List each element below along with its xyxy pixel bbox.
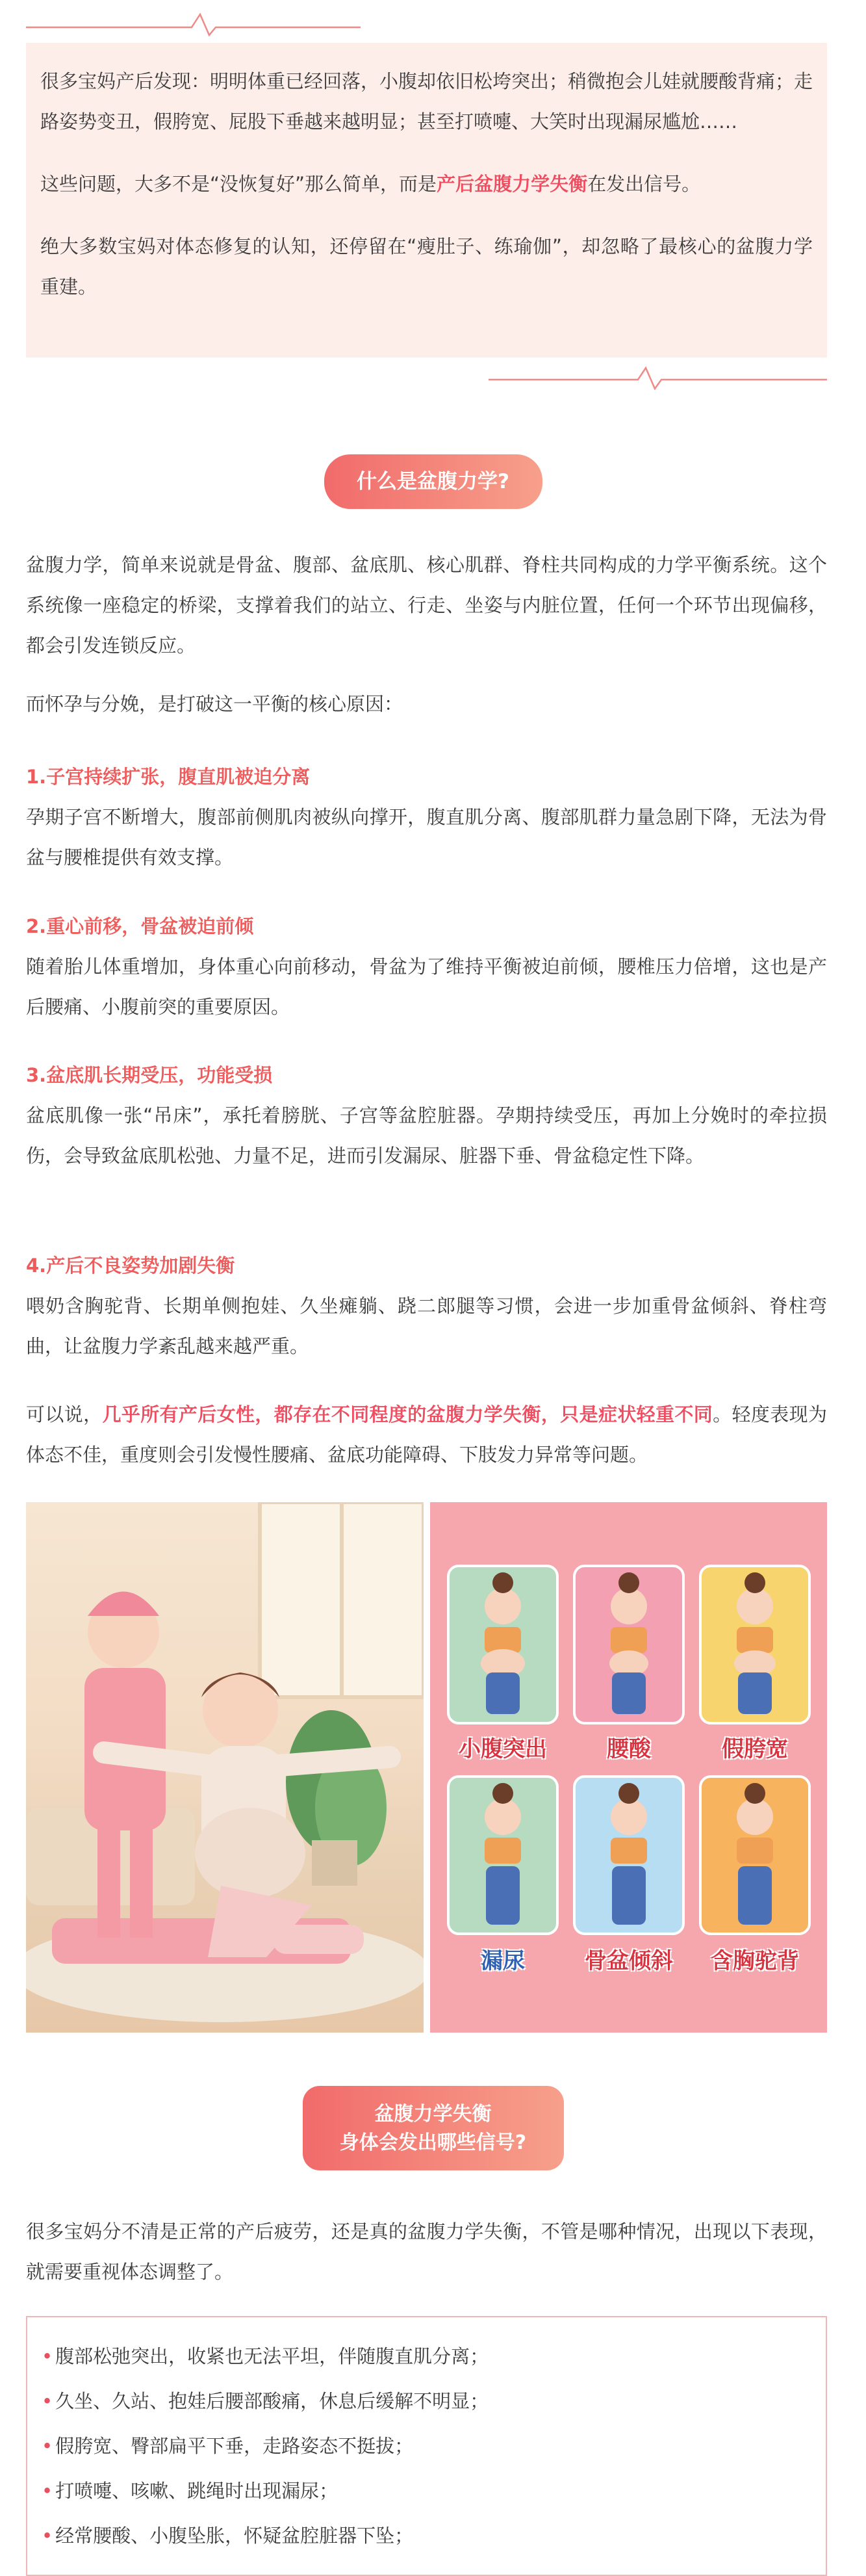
signals-intro: 很多宝妈分不清是正常的产后疲劳，还是真的盆腹力学失衡，不管是哪种情况，出现以下表现，就需要重视体态调整了。: [26, 2220, 827, 2283]
list-item: [42, 2334, 811, 2379]
list-item-text: 久坐、久站、抱娃后腰部酸痛，休息后缓解不明显；: [55, 2390, 489, 2412]
bullet-icon: •: [42, 2525, 53, 2547]
symptom-label: 腰酸: [607, 1736, 651, 1762]
cause-title: 4.产后不良姿势加剧失衡: [26, 1255, 235, 1277]
signals-list: [26, 2316, 827, 2576]
signals-intro-block: [26, 2211, 827, 2292]
intro-paragraph-3: 绝大多数宝妈对体态修复的认知，还停留在“瘦肚子、练瑜伽”，却忽略了最核心的盆腹力学重建。: [40, 235, 813, 298]
section-title-line-1: 盆腹力学失衡: [374, 2103, 492, 2126]
cause-text: 随着胎儿体重增加，身体重心向前移动，骨盆为了维持平衡被迫前倾，腰椎压力倍增，这也是产后腰痛、小腹前突的重要原因。: [26, 956, 827, 1018]
summary-text-end: 。轻度表现为体态不佳，重度则会引发慢性腰痛、盆底功能障碍、下肢发力异常等问题。: [26, 1403, 827, 1466]
bullet-icon: •: [42, 2435, 53, 2457]
cause-text: 盆底肌像一张“吊床”，承托着膀胱、子宫等盆腔脏器。孕期持续受压，再加上分娩时的牵拉损伤，会导致盆底肌松弛、力量不足，进而引发漏尿、脏器下垂、骨盆稳定性下降。: [26, 1104, 827, 1167]
intro-highlight: 产后盆腹力学失衡: [437, 173, 588, 195]
symptom-label: 含胸驼背: [711, 1948, 799, 1974]
postpartum-therapy-illustration: [26, 1502, 424, 2033]
symptom-label: 假胯宽: [722, 1736, 788, 1762]
summary-paragraph: [26, 1394, 827, 1475]
bullet-icon: •: [42, 2390, 53, 2412]
list-item: [42, 2424, 811, 2469]
list-item-text: 假胯宽、臀部扁平下垂，走路姿态不挺拔；: [55, 2435, 414, 2457]
symptom-label: 骨盆倾斜: [585, 1948, 673, 1974]
symptom-label: 漏尿: [481, 1948, 525, 1974]
list-item-text: 腹部松弛突出，收紧也无法平坦，伴随腹直肌分离；: [55, 2345, 489, 2367]
cause-intro: 而怀孕与分娩，是打破这一平衡的核心原因：: [26, 693, 403, 715]
top-divider-line: [26, 10, 364, 36]
list-item: [42, 2514, 811, 2558]
cause-title: 3.盆底肌长期受压，功能受损: [26, 1064, 273, 1086]
cause-text: 喂奶含胸驼背、长期单侧抱娃、久坐瘫躺、跷二郎腿等习惯，会进一步加重骨盆倾斜、脊柱弯曲，让盆腹力学紊乱越来越严重。: [26, 1295, 827, 1357]
cause-text: 孕期子宫不断增大，腹部前侧肌肉被纵向撑开，腹直肌分离、腹部肌群力量急剧下降，无法为骨盆与腰椎提供有效支撑。: [26, 806, 827, 868]
intro-text-end: 在发出信号。: [587, 173, 701, 195]
summary-text: 可以说，: [26, 1403, 103, 1425]
summary-highlight: 几乎所有产后女性，都存在不同程度的盆腹力学失衡，只是症状轻重不同: [102, 1403, 713, 1425]
cause-4: [26, 1245, 827, 1366]
list-item: [42, 2469, 811, 2514]
bullet-icon: •: [42, 2480, 53, 2502]
cause-3: [26, 1055, 827, 1176]
symptom-label: 小腹突出: [459, 1736, 547, 1762]
cause-2: [26, 906, 827, 1027]
definition-paragraph: 盆腹力学，简单来说就是骨盆、腹部、盆底肌、核心肌群、脊柱共同构成的力学平衡系统。这个系统像一座稳定的桥梁，支撑着我们的站立、行走、坐姿与内脏位置，任何一个环节出现偏移，都会引发连锁反应。: [26, 554, 827, 657]
list-item-text: 经常腰酸、小腹坠胀，怀疑盆腔脏器下坠；: [55, 2525, 414, 2547]
symptom-cards-illustration: [430, 1502, 827, 2033]
illustration-row: [26, 1502, 827, 2033]
cause-title: 2.重心前移，骨盆被迫前倾: [26, 915, 254, 937]
section-title-pill: 什么是盆腹力学?: [324, 454, 542, 509]
summary-block: [26, 1394, 827, 1475]
definition-block: [26, 545, 827, 724]
intro-box: [26, 43, 827, 358]
section-title-pill: [303, 2086, 564, 2170]
section-title-line-2: 身体会发出哪些信号?: [339, 2131, 527, 2154]
list-item-text: 打喷嚏、咳嗽、跳绳时出现漏尿；: [55, 2480, 338, 2502]
intro-paragraph-2: [40, 164, 813, 204]
list-item: [42, 2379, 811, 2424]
cause-1: [26, 757, 827, 878]
bullet-icon: •: [42, 2345, 53, 2367]
cause-title: 1.子宫持续扩张，腹直肌被迫分离: [26, 766, 311, 788]
intro-text: 这些问题，大多不是“没恢复好”那么简单，而是: [40, 173, 437, 195]
intro-divider-line: [489, 364, 828, 390]
intro-paragraph-1: 很多宝妈产后发现：明明体重已经回落，小腹却依旧松垮突出；稍微抱会儿娃就腰酸背痛；走路姿势变丑，假胯宽、屁股下垂越来越明显；甚至打喷嚏、大笑时出现漏尿尴尬……: [40, 70, 813, 133]
